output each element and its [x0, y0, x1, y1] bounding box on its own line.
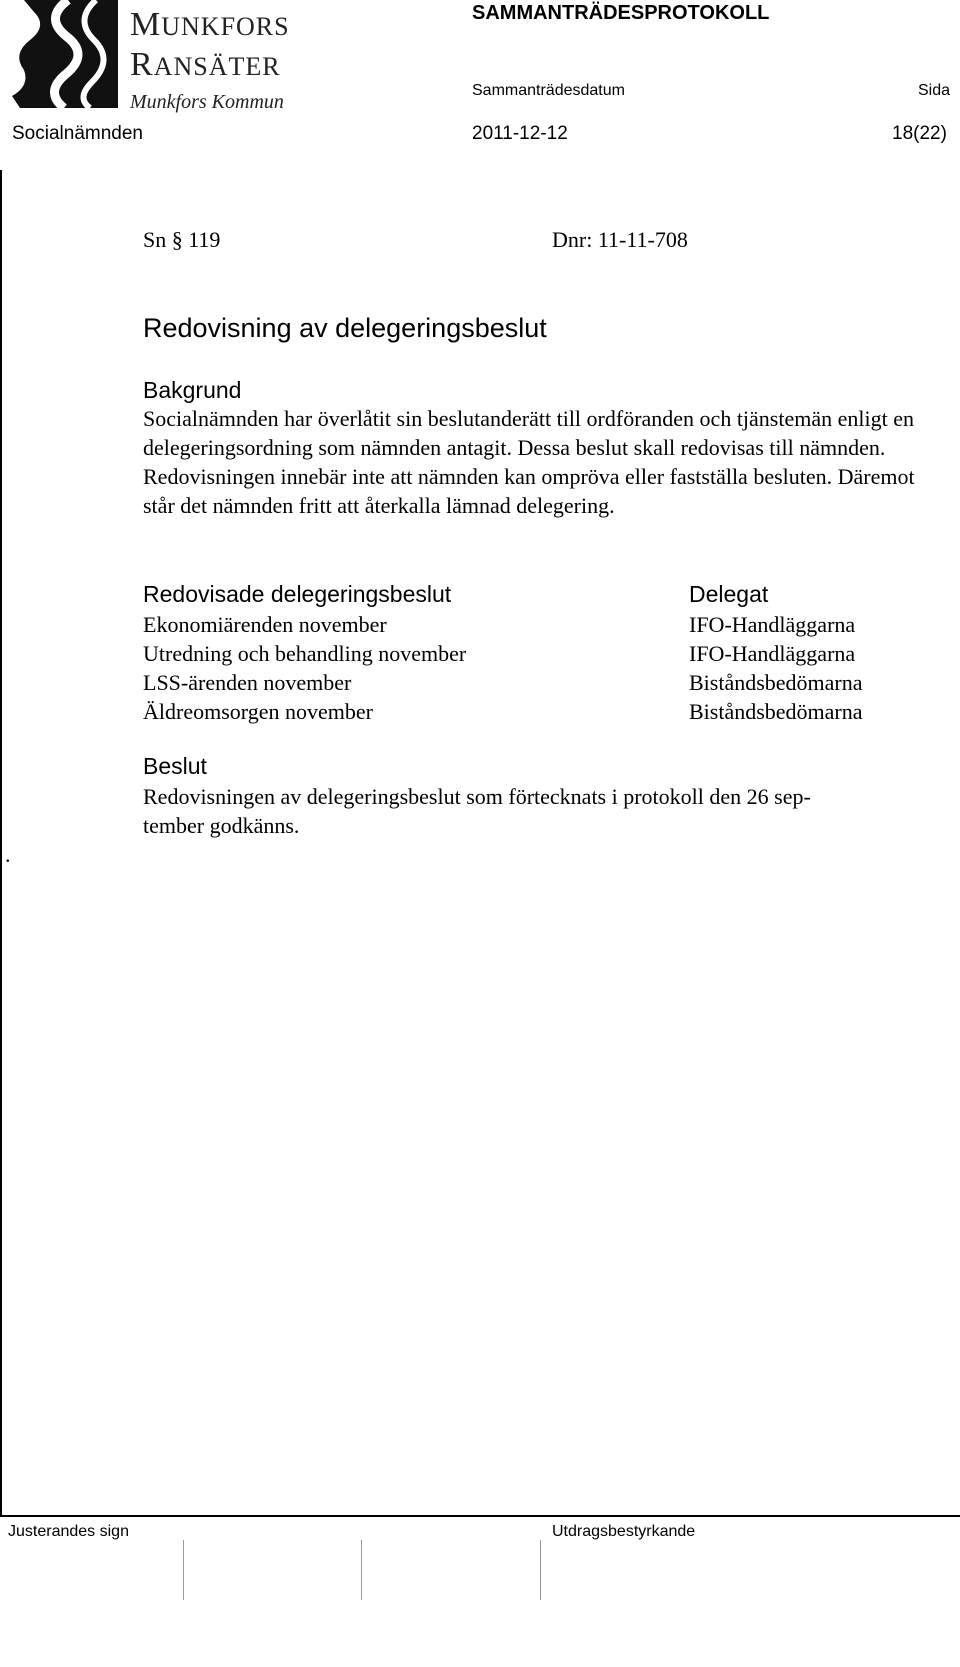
- footer-rule: [0, 1515, 960, 1517]
- decision-text-line1: Redovisningen av delegeringsbeslut som förtecknats i protokoll den 26 sep-: [143, 784, 811, 809]
- left-margin-rule: [0, 170, 2, 1515]
- logo-wordmark: [130, 8, 290, 114]
- committee-name: Socialnämnden: [12, 123, 143, 144]
- page-number: 18(22): [892, 123, 947, 144]
- background-text-block: [143, 404, 933, 520]
- table-row-delegate: IFO-Handläggarna: [689, 641, 856, 666]
- logo-line1-rest: UNKFORS: [161, 12, 290, 41]
- decision-text-block: [143, 782, 933, 840]
- table-row-delegate: IFO-Handläggarna: [689, 612, 856, 637]
- case-dnr: Dnr: 11-11-708: [552, 227, 688, 252]
- munkfors-river-emblem-icon: [10, 0, 118, 108]
- logo-line2-cap: R: [130, 46, 154, 83]
- logo-line1-cap: M: [130, 6, 162, 43]
- date-label: Sammanträdesdatum: [472, 82, 625, 99]
- logo-subtitle: Munkfors Kommun: [130, 91, 284, 113]
- background-heading: Bakgrund: [143, 377, 242, 403]
- table-row-delegate: Biståndsbedömarna: [689, 670, 863, 695]
- utdragsbestyrkande-label: Utdragsbestyrkande: [552, 1523, 696, 1540]
- signature-divider: [540, 1540, 541, 1600]
- table-row-item: LSS-ärenden november: [143, 670, 352, 695]
- decisions-heading: Redovisade delegeringsbeslut: [143, 581, 452, 607]
- table-row-delegate: Biståndsbedömarna: [689, 699, 863, 724]
- table-row-item: Utredning och behandling november: [143, 641, 467, 666]
- signature-divider: [361, 1540, 362, 1600]
- decision-text-line2: tember godkänns.: [143, 813, 300, 838]
- table-row-item: Äldreomsorgen november: [143, 699, 373, 724]
- table-row-item: Ekonomiärenden november: [143, 612, 387, 637]
- background-text: Socialnämnden har överlåtit sin beslutanderätt till ordföranden och tjänstemän enligt en delegeringsordning som nämnden antagit. Dessa beslut skall redovisas till nämnden. Redovisningen innebär inte att nämnden kan ompröva eller fastställa besluten. Däremot står det nämnden fritt att återkalla lämnad delegering.: [143, 406, 915, 518]
- decisions-table-col-items: [143, 578, 466, 726]
- delegate-heading: Delegat: [689, 581, 769, 607]
- logo-line2-rest: ANSÄTER: [153, 52, 281, 81]
- page-title: Redovisning av delegeringsbeslut: [143, 313, 547, 343]
- signature-divider: [183, 1540, 184, 1600]
- section-number: Sn § 119: [143, 227, 221, 252]
- meeting-date: 2011-12-12: [472, 123, 568, 144]
- page-label: Sida: [918, 82, 951, 99]
- decision-heading: Beslut: [143, 753, 207, 779]
- decisions-table-col-delegates: [689, 578, 863, 726]
- justerandes-sign-label: Justerandes sign: [8, 1523, 129, 1540]
- document-type: SAMMANTRÄDESPROTOKOLL: [472, 2, 770, 24]
- margin-dot: .: [5, 842, 11, 867]
